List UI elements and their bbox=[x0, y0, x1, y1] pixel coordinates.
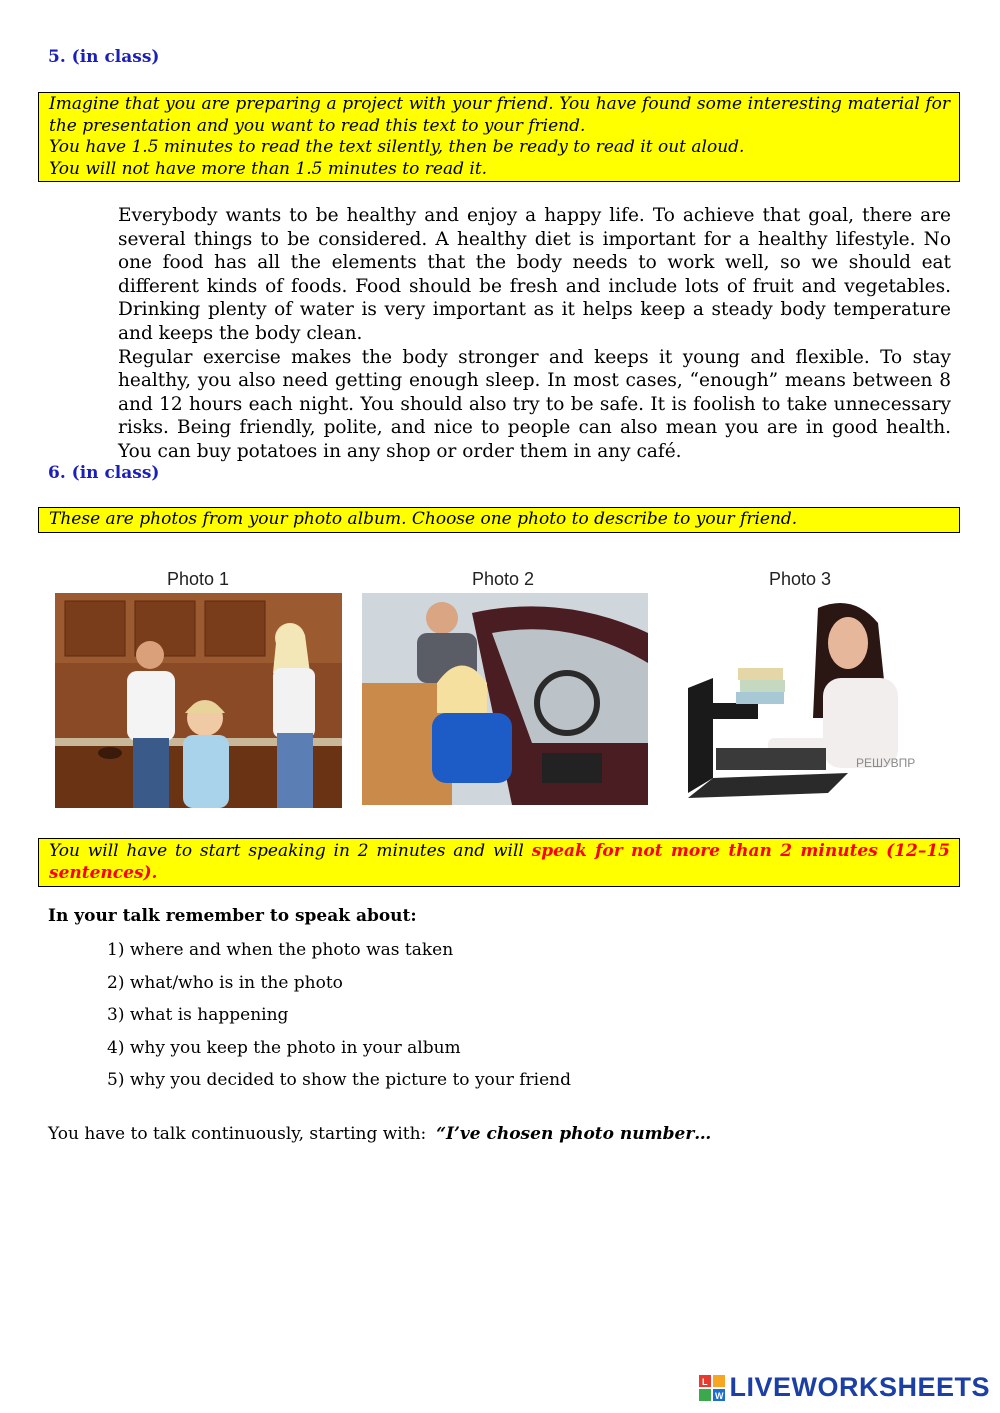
photo-2-label: Photo 2 bbox=[471, 569, 535, 589]
task6-instruction-box bbox=[38, 507, 960, 533]
task6-instruction: These are photos from your photo album. Choose one photo to describe to your friend. bbox=[49, 509, 798, 529]
closing-text: You have to talk continuously, starting with: bbox=[48, 1124, 427, 1144]
reading-text bbox=[48, 204, 951, 464]
task6-heading: 6. (in class) bbox=[48, 463, 160, 483]
logo-mark-letter-l: L bbox=[702, 1376, 708, 1387]
liveworksheets-logo-icon bbox=[699, 1375, 725, 1401]
timing-emphasis-text: speak for not more than 2 minutes (12–15 sentences). bbox=[49, 841, 950, 883]
photo-3-illustration bbox=[678, 598, 921, 802]
photo-3-watermark: РЕШУВПР bbox=[856, 756, 916, 770]
liveworksheets-logo[interactable] bbox=[699, 1372, 990, 1403]
task5-instruction-3: You will not have more than 1.5 minutes to read it. bbox=[49, 158, 488, 179]
closing-line bbox=[48, 1124, 711, 1144]
task5-instruction-1: Imagine that you are preparing a project with your friend. You have found some interesting material for the presentation and you want to read this text to your friend. bbox=[49, 94, 950, 136]
photo-1-label: Photo 1 bbox=[166, 569, 230, 589]
photo-3-label: Photo 3 bbox=[768, 569, 832, 589]
task5-instruction-box bbox=[38, 92, 960, 182]
photo-3-laptop-shopping bbox=[678, 598, 921, 802]
photo-1-family-argument bbox=[55, 593, 342, 808]
talk-point-5: 5) why you decided to show the picture to your friend bbox=[107, 1070, 572, 1090]
task6-timing-box bbox=[38, 838, 960, 887]
talk-heading: In your talk remember to speak about: bbox=[48, 906, 417, 926]
reading-paragraph-2: Regular exercise makes the body stronger and keeps it young and flexible. To stay healthy, you also need getting enough sleep. In most cases, “enough” means between 8 and 12 hours each night. You should also try to be safe. It is foolish to take unnecessary risks. Being friendly, polite, and nice to people can also mean you are in good health. You can buy potatoes in any shop or order them in any café. bbox=[118, 346, 951, 462]
talk-point-4: 4) why you keep the photo in your album bbox=[107, 1038, 461, 1058]
task5-instruction-2: You have 1.5 minutes to read the text silently, then be ready to read it out aloud. bbox=[49, 137, 745, 157]
task5-heading: 5. (in class) bbox=[48, 47, 160, 67]
closing-quote: “I’ve chosen photo number… bbox=[436, 1124, 712, 1144]
reading-paragraph-1: Everybody wants to be healthy and enjoy a happy life. To achieve that goal, there are several things to be considered. A healthy diet is important for a healthy lifestyle. No one food has all the elements that the body needs to work well, so we should eat different kinds of foods. Food should be fresh and include lots of fruit and vegetables. Drinking plenty of water is very important as it helps keep a steady body temperature and keeps the body clean. bbox=[118, 205, 951, 344]
photo-2-illustration bbox=[362, 593, 648, 805]
logo-mark-letter-w: W bbox=[715, 1390, 724, 1401]
talk-point-3: 3) what is happening bbox=[107, 1005, 289, 1025]
photo-1-illustration bbox=[55, 593, 342, 808]
photo-2-car-dealership bbox=[362, 593, 648, 805]
talk-point-1: 1) where and when the photo was taken bbox=[107, 940, 454, 960]
liveworksheets-logo-text: LIVEWORKSHEETS bbox=[729, 1372, 990, 1402]
timing-normal-text: You will have to start speaking in 2 minutes and will bbox=[49, 841, 532, 861]
talk-point-2: 2) what/who is in the photo bbox=[107, 973, 343, 993]
